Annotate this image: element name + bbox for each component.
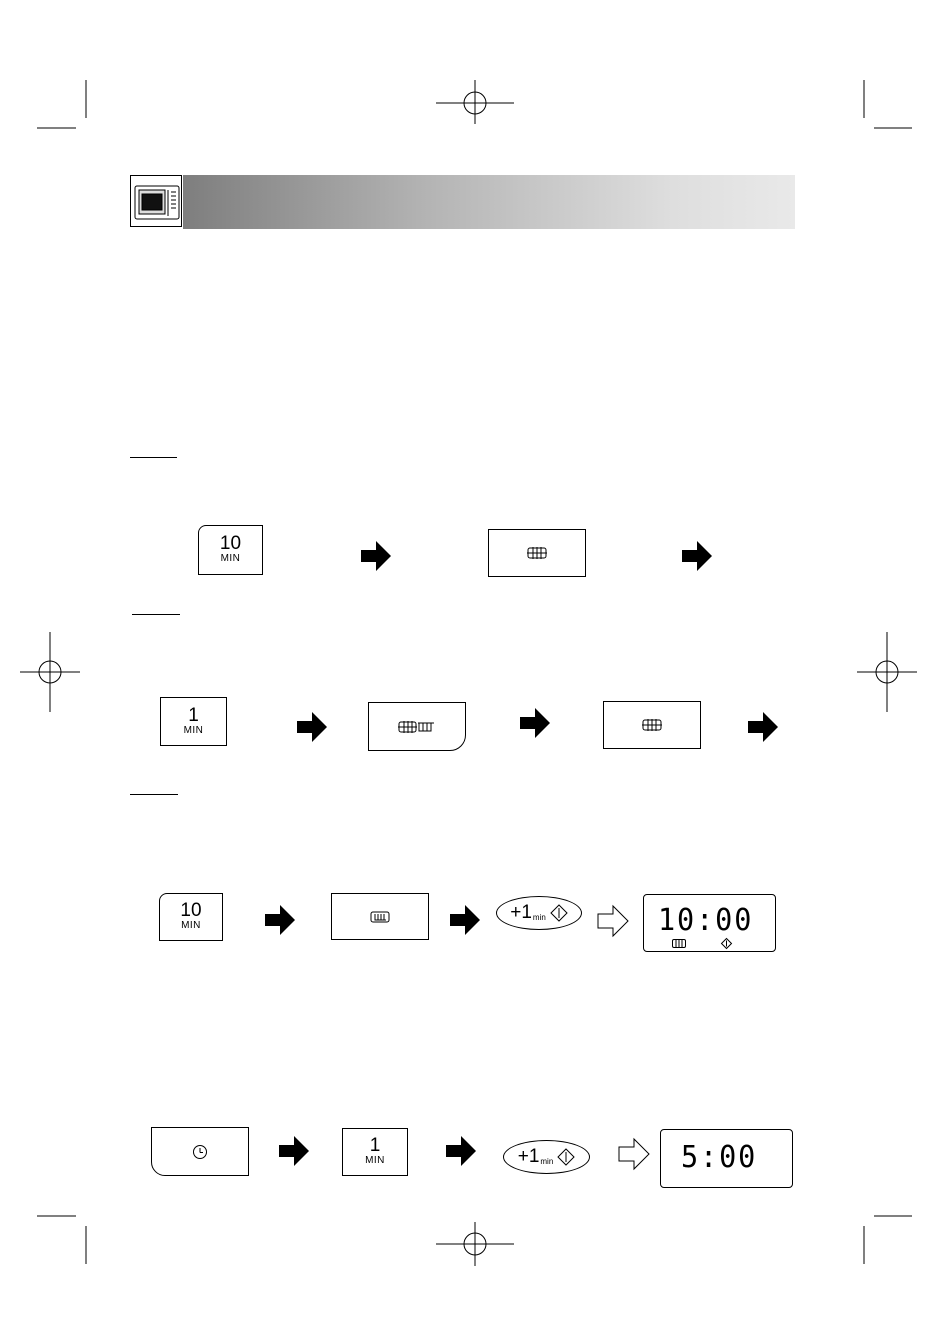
registration-mark-right (857, 628, 917, 718)
header-icon-box (130, 175, 182, 227)
grill-microwave-panel (368, 702, 466, 751)
one-minute-key (160, 697, 227, 746)
registration-mark-bottom (436, 1214, 516, 1274)
section-rule-1 (130, 457, 177, 458)
right-arrow-icon (682, 541, 714, 573)
clock-panel (151, 1127, 249, 1176)
start-key-label: +1 (517, 1146, 540, 1167)
right-arrow-icon (748, 712, 780, 744)
key-number: 1 (369, 1135, 381, 1156)
start-key-unit: min (540, 1156, 554, 1166)
right-arrow-icon (361, 541, 393, 573)
section-rule-2 (132, 614, 180, 615)
key-unit: MIN (220, 553, 241, 564)
start-icon (557, 1148, 575, 1166)
one-minute-key (342, 1128, 408, 1176)
key-number: 10 (219, 533, 242, 554)
plus-one-minute-start-key (496, 896, 582, 930)
ten-minute-key (198, 525, 263, 575)
grill-panel (603, 701, 701, 749)
clock-icon (192, 1144, 208, 1160)
ten-minute-key (159, 893, 223, 941)
registration-mark-top (436, 72, 516, 132)
right-arrow-icon (446, 1136, 478, 1168)
right-arrow-icon (279, 1136, 311, 1168)
key-unit: MIN (365, 1155, 385, 1166)
grill-icon (642, 719, 662, 731)
key-unit: MIN (181, 920, 201, 931)
right-arrow-icon (297, 712, 329, 744)
start-icon (550, 904, 568, 922)
plus-one-minute-start-key (503, 1140, 590, 1174)
outline-arrow-icon (618, 1138, 652, 1170)
registration-mark-left (20, 628, 80, 718)
outline-arrow-icon (597, 905, 631, 937)
key-number: 1 (188, 704, 199, 726)
key-number: 10 (180, 900, 202, 921)
grill-microwave-combination-icon (398, 721, 436, 733)
microwave-oven-icon (131, 176, 181, 226)
grill-panel (488, 529, 586, 577)
right-arrow-icon (265, 905, 297, 937)
right-arrow-icon (450, 905, 482, 937)
key-unit: MIN (183, 724, 204, 736)
start-icon (721, 938, 732, 949)
microwave-icon (370, 911, 390, 923)
grill-icon (527, 547, 547, 559)
lcd-display (660, 1129, 793, 1188)
right-arrow-icon (520, 708, 552, 740)
display-time: 5:00 (681, 1140, 758, 1175)
start-key-label: +1 (510, 902, 532, 923)
display-time: 10:00 (658, 903, 754, 938)
microwave-panel (331, 893, 429, 940)
header-gradient-bar (183, 175, 795, 229)
start-key-unit: min (532, 912, 546, 922)
section-rule-3 (130, 794, 178, 795)
grill-icon (672, 939, 686, 948)
lcd-display (643, 894, 776, 952)
